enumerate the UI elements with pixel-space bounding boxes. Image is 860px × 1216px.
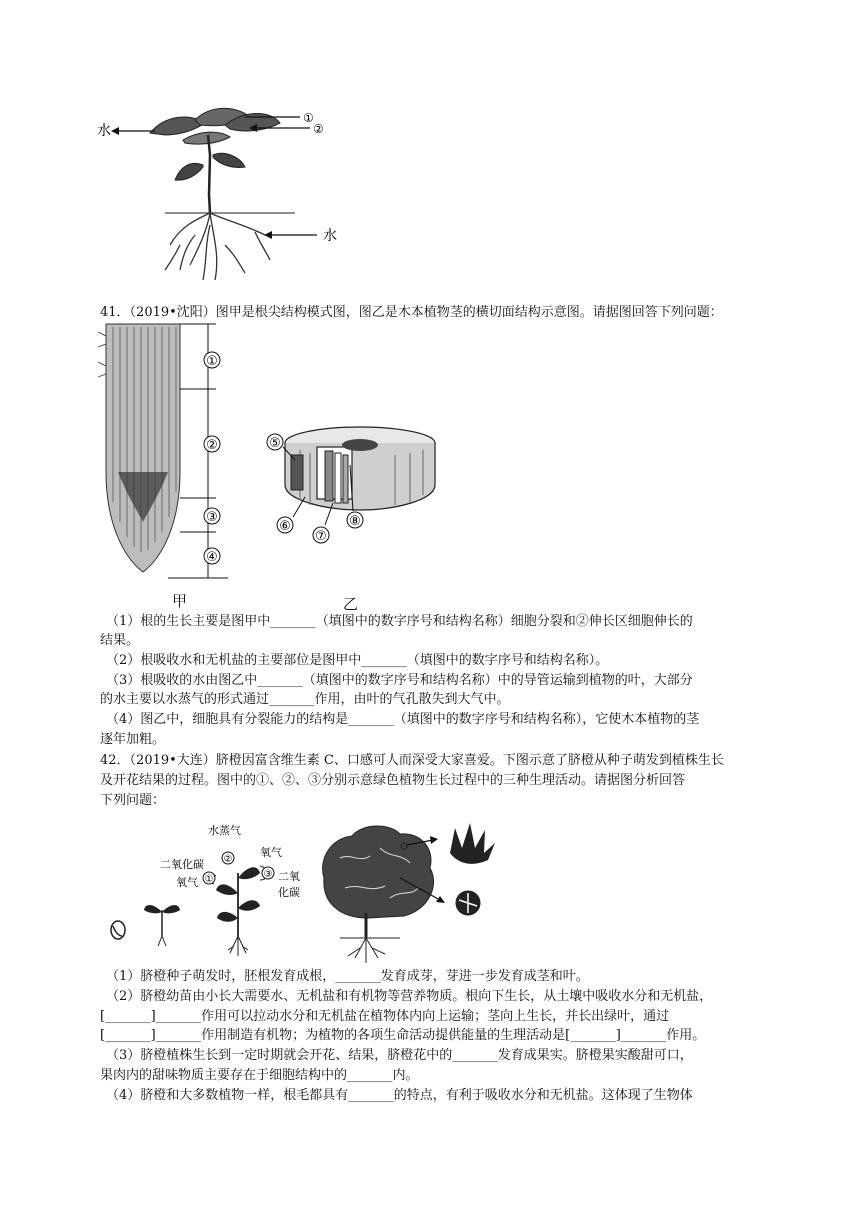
q41-fig-jia-root-tip xyxy=(98,322,238,584)
fig40-water-left-label: 水 xyxy=(97,123,111,139)
q42-part2-line1: （2）脐橙幼苗由小长大需要水、无机盐和有机物等营养物质。根向下生长，从土壤中吸收水分和无机盐， xyxy=(106,989,713,1004)
q41-caption-jia: 甲 xyxy=(172,592,188,610)
q42-part4: （4）脐橙和大多数植物一样，根毛都具有_______的特点，有利于吸收水分和无机盐。这体现了生物体 xyxy=(106,1088,693,1103)
q42-stem-line3: 下列问题： xyxy=(100,793,166,808)
q41-part2: （2）根吸收水和无机盐的主要部位是图甲中_______（填图中的数字序号和结构名称）。 xyxy=(106,653,609,668)
fig-yi-label-5: ⑤ xyxy=(269,436,281,451)
q41-part3-line1: （3）根吸收的水由图乙中_______（填图中的数字序号和结构名称）中的导管运输到植物的叶，大部分 xyxy=(106,673,693,688)
q42-fig-n3: ③ xyxy=(263,869,273,880)
fig40-label-1: ① xyxy=(303,111,314,125)
q42-fig-n1: ① xyxy=(204,874,214,885)
q41-part3-line2: 的水主要以水蒸气的形式通过_______作用，由叶的气孔散失到大气中。 xyxy=(100,692,510,707)
fig40-water-right-label: 水 xyxy=(323,228,337,244)
q42-fig-co2-left: 二氧化碳 xyxy=(160,858,204,871)
q42-part2-line3: [_______]_______作用制造有机物；为植物的各项生命活动提供能量的生理活动是[_______]_______作用。 xyxy=(100,1028,706,1043)
q42-fig-co2-right-2: 化碳 xyxy=(278,886,300,899)
fig-jia-label-1: ① xyxy=(206,354,218,369)
q41-stem: 41．（2019•沈阳）图甲是根尖结构模式图，图乙是木本植物茎的横切面结构示意图。请据图回答下列问题： xyxy=(100,305,723,320)
q41-part4-line2: 逐年加粗。 xyxy=(100,732,166,747)
q42-fig-water-vapor: 水蒸气 xyxy=(208,824,241,837)
fig-yi-label-6: ⑥ xyxy=(279,519,291,534)
q42-fig-co2-right-1: 二氧 xyxy=(278,870,300,883)
q42-fig-o2-left: 氧气 xyxy=(176,876,198,889)
fig-jia-label-3: ③ xyxy=(206,510,218,525)
fig40-label-2: ② xyxy=(313,122,324,136)
q41-part4-line1: （4）图乙中，细胞具有分裂能力的结构是_______（填图中的数字序号和结构名称），它使木本植物的茎 xyxy=(106,712,700,727)
q42-part3-line1: （3）脐橙植株生长到一定时期就会开花、结果，脐橙花中的_______发育成果实。脐橙果实酸甜可口， xyxy=(106,1048,693,1063)
q42-part3-line2: 果肉内的甜味物质主要存在于细胞结构中的_______内。 xyxy=(100,1068,419,1083)
q42-stem-line1: 42．（2019•大连）脐橙因富含维生素 C、口感可人而深受大家喜爱。下图示意了脐橙从种子萌发到植株生长 xyxy=(100,753,724,768)
q41-part1-line1: （1）根的生长主要是图甲中_______（填图中的数字序号和结构名称）细胞分裂和②伸长区细胞伸长的 xyxy=(106,614,693,629)
q42-stem-line2: 及开花结果的过程。图中的①、②、③分别示意绿色植物生长过程中的三种生理活动。请据图分析回答 xyxy=(100,773,686,788)
q42-fig-o2-right: 氧气 xyxy=(260,846,282,859)
fig40-plant-diagram xyxy=(95,95,355,290)
fig-yi-label-8: ⑧ xyxy=(349,514,361,529)
q42-part1: （1）脐橙种子萌发时，胚根发育成根，_______发育成芽，芽进一步发育成茎和叶。 xyxy=(106,969,589,984)
fig-yi-label-7: ⑦ xyxy=(315,529,327,544)
fig-jia-label-2: ② xyxy=(206,438,218,453)
fig-jia-label-4: ④ xyxy=(206,550,218,565)
q41-part1-line2: 结果。 xyxy=(100,633,140,648)
q42-fig-growth-process xyxy=(100,818,520,966)
q41-fig-yi-stem-section xyxy=(255,425,455,550)
q42-part2-line2: [_______]_______作用可以拉动水分和无机盐在植物体内向上运输；茎向上生长，并长出绿叶，通过 xyxy=(100,1009,670,1024)
q42-fig-n2: ② xyxy=(223,854,233,865)
q41-caption-yi: 乙 xyxy=(343,595,359,613)
